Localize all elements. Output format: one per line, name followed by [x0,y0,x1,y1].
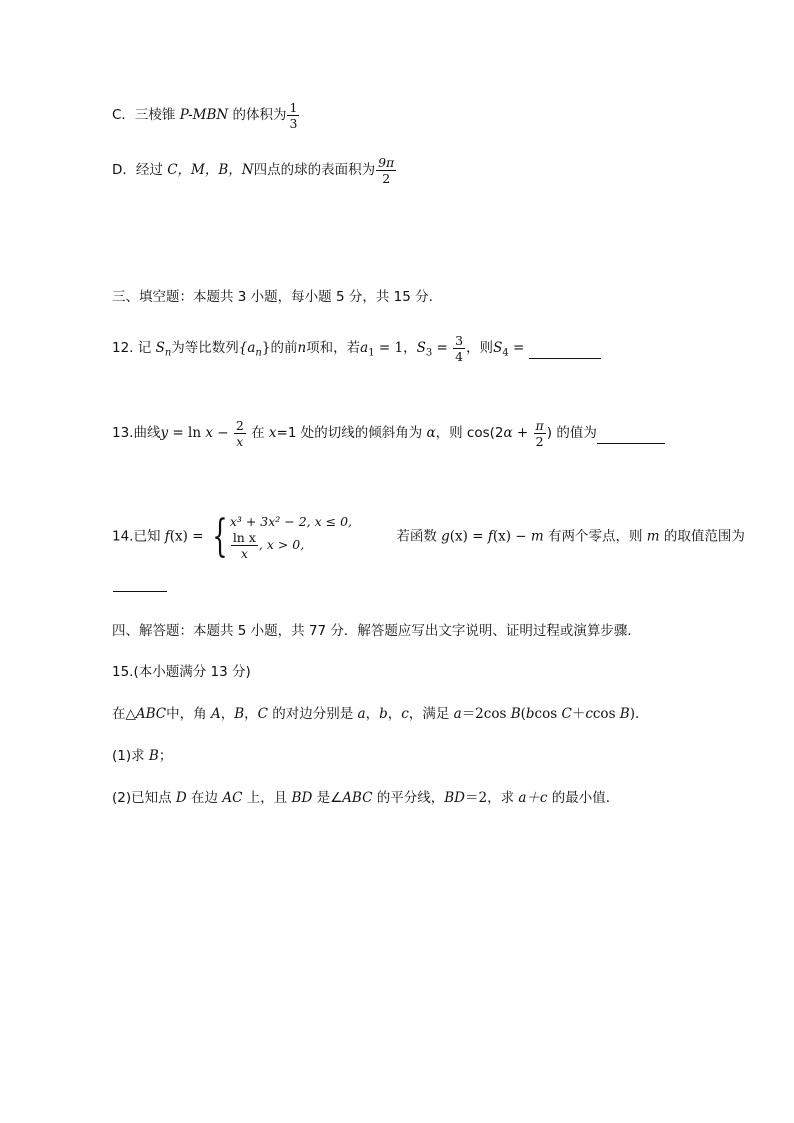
fraction: $\frac{3}{4}$ [455,333,464,364]
fraction: $\frac{\text{ln x}}{x}$ [232,530,256,561]
question-15-title: 15.(本小题满分 13 分) [112,664,251,680]
answer-blank[interactable] [113,577,167,592]
fraction: $\frac{2}{x}$ [235,418,244,449]
question-15-part-2: (2)已知点 D 在边 AC 上，且 BD 是∠ABC 的平分线，BD＝2，求 a＋c 的最小值． [112,790,620,806]
piecewise-cases: x³ + 3x² − 2, x ≤ 0, $\frac{\text{ln x}}{x}$ , x > 0, [229,514,353,561]
question-14: 14.已知 f(x) = { x³ + 3x² − 2, x ≤ 0, $\frac{\text{ln x}}{x}$ , x > 0, 若函数 g(x) = f(x) − m 有两个零点，则 m 的取值范围为 [112,511,745,562]
section-4-title: 四、解答题：本题共 5 小题，共 77 分．解答题应写出文字说明、证明过程或演算步骤． [112,623,641,639]
option-d: D．经过 C，M，B，N四点的球的表面积为 $\frac{9\pi}{2}$ [112,155,395,186]
question-13: 13.曲线y = ln x − $\frac{2}{x}$ 在 x=1 处的切线的倾斜角为 α，则 cos(2α + $\frac{\pi}{2}$ ) 的值为 [112,418,665,449]
left-brace-icon: { [212,511,228,562]
fraction: $\frac{\pi}{2}$ [535,418,544,449]
answer-blank[interactable] [529,338,601,359]
question-15-text: 在△ABC中，角 A，B，C 的对边分别是 a，b，c，满足 a＝2cos B(bcos C＋ccos B)． [112,706,649,722]
question-15-part-1: (1)求 B； [112,748,173,764]
answer-blank[interactable] [597,423,665,444]
fraction: $\frac{9\pi}{2}$ [378,155,395,186]
section-3-title: 三、填空题：本题共 3 小题，每小题 5 分，共 15 分． [112,289,443,305]
fraction: $\frac{1}{3}$ [289,100,298,131]
question-12: 12. 记 $S_n$为等比数列$\{a_n\}$的前n项和，若$a_1 = 1$，$S_3$ = $\frac{3}{4}$ ，则$S_4$ = [112,333,601,364]
option-c: C．三棱锥 P-MBN 的体积为 $\frac{1}{3}$ [112,100,298,131]
